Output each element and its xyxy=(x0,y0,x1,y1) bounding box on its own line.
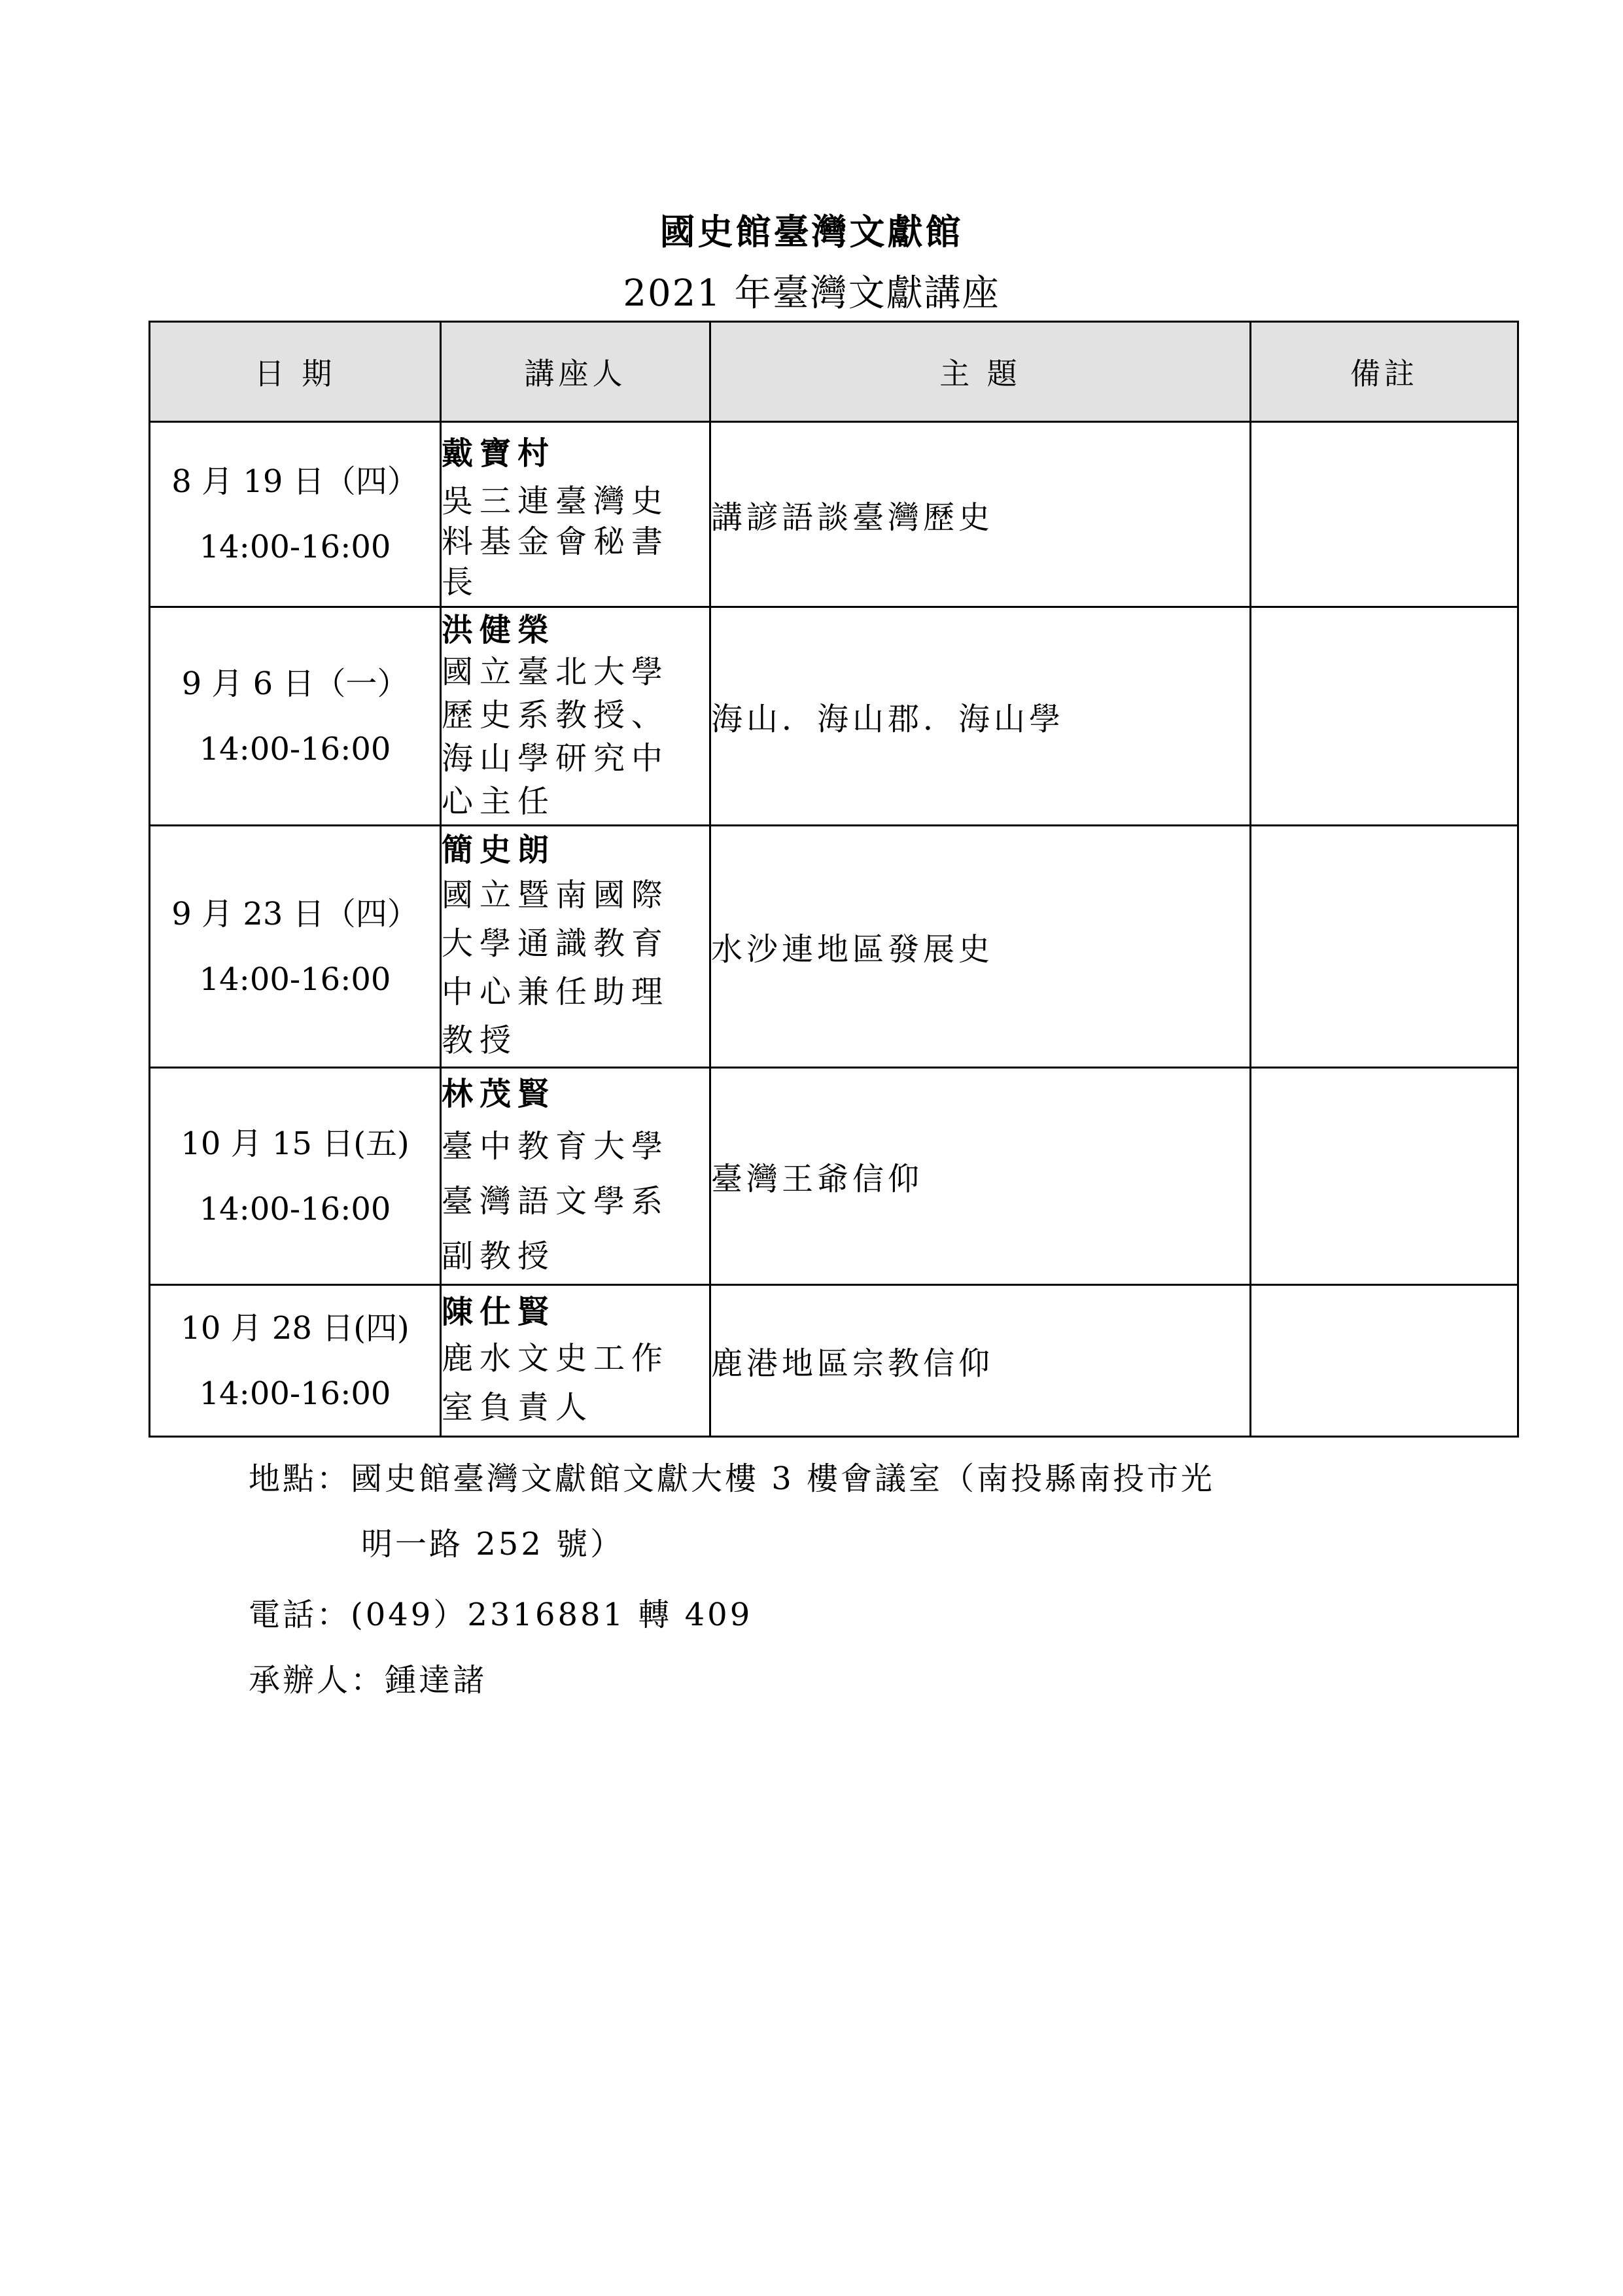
speaker-title-line: 中心兼任助理 xyxy=(442,973,670,1010)
table-row xyxy=(150,1285,1518,1437)
speaker-cell xyxy=(441,607,710,826)
table-row xyxy=(150,422,1518,607)
speaker-title-line: 心主任 xyxy=(442,783,556,820)
lecture-schedule-table xyxy=(148,321,1519,1438)
page-subtitle: 2021 年臺灣文獻講座 xyxy=(623,272,1000,315)
date-text: 10 月 28 日(四) xyxy=(181,1309,410,1347)
date-text: 10 月 15 日(五) xyxy=(181,1125,410,1162)
note-cell xyxy=(1251,826,1518,1068)
speaker-title-line: 國立暨南國際 xyxy=(442,876,670,913)
speaker-title-line: 吳三連臺灣史 xyxy=(442,483,670,520)
topic-cell: 海山．海山郡．海山學 xyxy=(710,607,1251,826)
date-cell xyxy=(150,1285,441,1437)
speaker-cell xyxy=(441,422,710,607)
speaker-title-line: 室負責人 xyxy=(442,1388,594,1426)
topic-cell: 臺灣王爺信仰 xyxy=(710,1068,1251,1285)
speaker-title-line: 臺中教育大學 xyxy=(442,1127,670,1165)
speaker-name: 陳仕賢 xyxy=(442,1293,556,1330)
speaker-name: 戴寶村 xyxy=(442,435,556,472)
date-cell xyxy=(150,826,441,1068)
speaker-cell xyxy=(441,1285,710,1437)
note-cell xyxy=(1251,1285,1518,1437)
speaker-title-line: 大學通識教育 xyxy=(442,925,670,962)
speaker-title-line: 副教授 xyxy=(442,1237,556,1275)
event-info xyxy=(249,1446,1215,1713)
speaker-title-line: 臺灣語文學系 xyxy=(442,1182,670,1220)
date-text: 9 月 6 日（一） xyxy=(181,665,409,702)
time-text: 14:00-16:00 xyxy=(199,1190,391,1227)
column-header-note: 備註 xyxy=(1251,322,1518,422)
note-cell xyxy=(1251,422,1518,607)
location-line-continued: 明一路 252 號） xyxy=(361,1526,625,1563)
page-title: 國史館臺灣文獻館 xyxy=(659,211,964,253)
topic-cell: 水沙連地區發展史 xyxy=(710,826,1251,1068)
table-row xyxy=(150,607,1518,826)
time-text: 14:00-16:00 xyxy=(199,730,391,768)
note-cell xyxy=(1251,607,1518,826)
speaker-title-line: 料基金會秘書 xyxy=(442,523,670,560)
column-header-topic: 主 題 xyxy=(710,322,1251,422)
column-header-date: 日 期 xyxy=(150,322,441,422)
note-cell xyxy=(1251,1068,1518,1285)
speaker-title-line: 海山學研究中 xyxy=(442,739,670,777)
date-cell xyxy=(150,422,441,607)
contact-line: 承辦人：鍾達諸 xyxy=(249,1662,487,1699)
speaker-cell xyxy=(441,826,710,1068)
speaker-title-line: 長 xyxy=(442,564,480,601)
time-text: 14:00-16:00 xyxy=(199,529,391,565)
column-header-speaker: 講座人 xyxy=(441,322,710,422)
date-cell xyxy=(150,607,441,826)
speaker-title-line: 教授 xyxy=(442,1021,518,1059)
time-text: 14:00-16:00 xyxy=(199,961,391,998)
table-row xyxy=(150,826,1518,1068)
location-line: 地點：國史館臺灣文獻館文獻大樓 3 樓會議室（南投縣南投市光 xyxy=(249,1460,1215,1497)
speaker-cell xyxy=(441,1068,710,1285)
time-text: 14:00-16:00 xyxy=(199,1375,391,1412)
speaker-name: 簡史朗 xyxy=(442,831,556,868)
date-text: 9 月 23 日（四） xyxy=(171,895,419,932)
speaker-title-line: 歷史系教授、 xyxy=(442,696,670,733)
topic-cell: 講諺語談臺灣歷史 xyxy=(710,422,1251,607)
topic-cell: 鹿港地區宗教信仰 xyxy=(710,1285,1251,1437)
table-header-row xyxy=(150,322,1518,422)
speaker-name: 林茂賢 xyxy=(442,1075,556,1112)
speaker-title-line: 鹿水文史工作 xyxy=(442,1339,670,1377)
table-row xyxy=(150,1068,1518,1285)
date-cell xyxy=(150,1068,441,1285)
date-text: 8 月 19 日（四） xyxy=(171,463,419,500)
speaker-title-line: 國立臺北大學 xyxy=(442,653,670,690)
phone-line: 電話：(049）2316881 轉 409 xyxy=(249,1597,753,1633)
speaker-name: 洪健榮 xyxy=(442,611,556,648)
